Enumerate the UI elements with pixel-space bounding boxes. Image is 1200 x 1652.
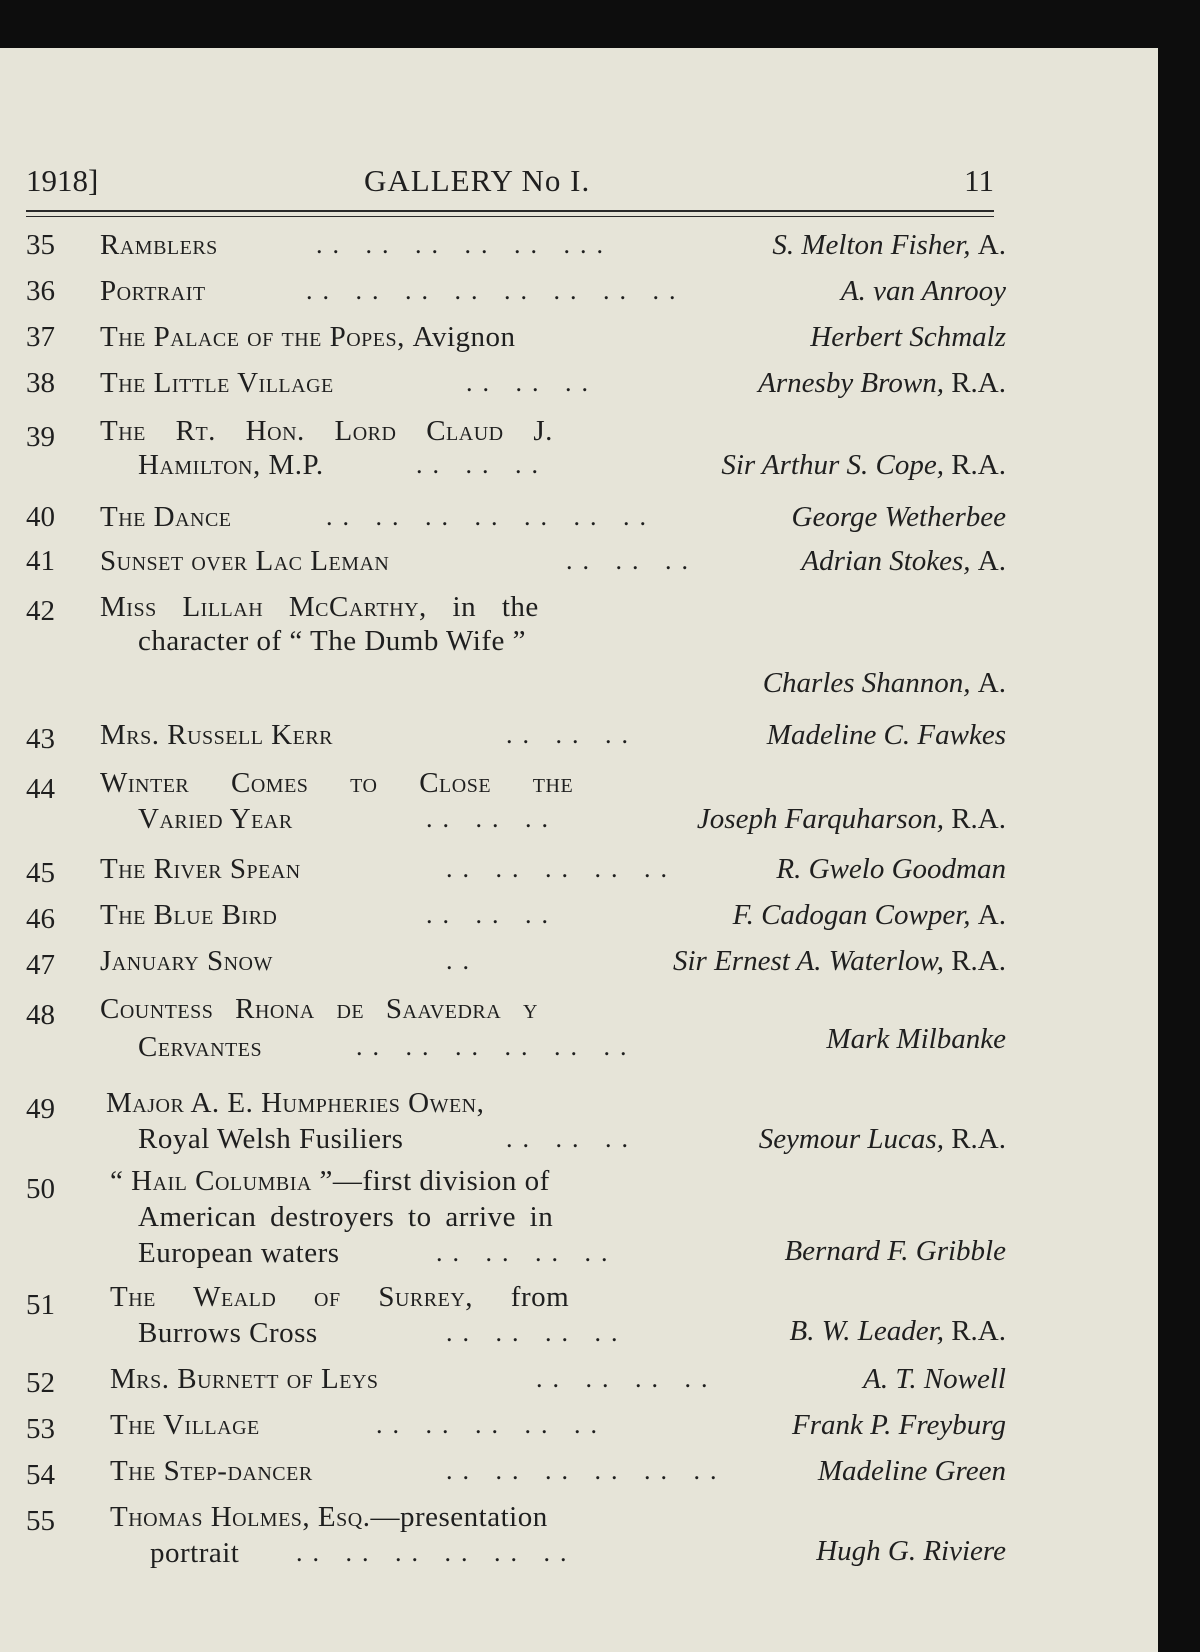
artist-name: Sir Ernest A. Waterlow, [672, 945, 944, 977]
entry-artist [816, 1534, 1006, 1568]
entry-title: Sunset over Lac Leman [100, 545, 390, 577]
entry [26, 714, 1006, 756]
entry [26, 940, 1006, 982]
artist-name: George Wetherbee [791, 501, 1006, 533]
leader-dots: .. .. .. .. .. .. [356, 1032, 637, 1061]
entry-title: Countess Rhona de Saavedra y [100, 993, 538, 1025]
entry-artist [863, 1362, 1006, 1396]
entry-number: 55 [26, 1505, 55, 1537]
artist-rank: R.A. [951, 367, 1006, 399]
entry-number: 36 [26, 275, 55, 307]
entry [26, 316, 1006, 358]
entry-number: 45 [26, 857, 55, 889]
entry-title [110, 1280, 569, 1314]
entry [26, 848, 1006, 890]
artist-name: Mark Milbanke [826, 1023, 1006, 1055]
entry-title-line2: Royal Welsh Fusiliers [138, 1123, 404, 1155]
artist-rank: A. [977, 667, 1006, 699]
entry-title-tail: from [510, 1281, 570, 1313]
header-page-number: 11 [964, 163, 994, 198]
entry [26, 1404, 1006, 1446]
artist-name: F. Cadogan Cowper, [732, 899, 971, 931]
header-year: 1918] [26, 163, 99, 198]
entry-artist [721, 448, 1006, 482]
entry [26, 1496, 1006, 1578]
entry [26, 496, 1006, 538]
entry-title-main: The Palace of the Popes, [100, 321, 405, 353]
leader-dots: .. .. .. .. [536, 1364, 718, 1393]
entry-title [100, 590, 539, 624]
catalogue-page [0, 48, 1158, 1652]
leader-dots: .. .. .. .. .. [446, 854, 677, 883]
leader-dots: .. .. .. [426, 804, 558, 833]
entry-title: The Rt. Hon. Lord Claud J. [100, 415, 553, 447]
entry-number: 43 [26, 723, 55, 755]
artist-name: Herbert Schmalz [810, 321, 1006, 353]
entry [26, 540, 1006, 582]
entry-artist [763, 666, 1006, 700]
entry-number: 40 [26, 501, 55, 533]
artist-name: Seymour Lucas, [758, 1123, 944, 1155]
entry-artist [818, 1454, 1006, 1488]
entry-title-main: Thomas Holmes, Esq.— [110, 1501, 400, 1533]
entry-title: Mrs. Burnett of Leys [110, 1363, 379, 1395]
header-gallery-title: GALLERY No I. [364, 163, 591, 198]
entry-artist [826, 1022, 1006, 1056]
artist-rank: R.A. [951, 803, 1006, 835]
leader-dots: .. .. .. [506, 720, 638, 749]
leader-dots: .. .. .. [506, 1124, 638, 1153]
entry-title-tail: first division of [362, 1165, 550, 1197]
entries-list [0, 48, 1158, 1652]
artist-name: Sir Arthur S. Cope, [721, 449, 944, 481]
entry-title-tail: Avignon [412, 321, 516, 353]
entry [26, 1158, 1006, 1278]
entry-title: Major A. E. Humpheries Owen, [106, 1087, 485, 1119]
leader-dots: .. .. .. [466, 368, 598, 397]
leader-dots: .. .. .. .. .. .. .. .. [306, 276, 686, 305]
entry-artist [792, 500, 1006, 534]
entry-artist [801, 544, 1006, 578]
entry-title: Winter Comes to Close the [100, 767, 574, 799]
leader-dots: .. .. .. .. [446, 1318, 628, 1347]
entry-title: The River Spean [100, 853, 301, 885]
artist-name: Charles Shannon, [762, 667, 971, 699]
entry [26, 1450, 1006, 1492]
entry [26, 1274, 1006, 1356]
artist-name: Hugh G. Riviere [816, 1535, 1006, 1567]
leader-dots: .. .. .. [566, 546, 698, 575]
entry-title-tail: presentation [399, 1501, 548, 1533]
artist-rank: A. [977, 229, 1006, 261]
entry-artist [810, 320, 1006, 354]
artist-name: B. W. Leader, [789, 1315, 944, 1347]
entry-number: 41 [26, 545, 55, 577]
entry-number: 42 [26, 595, 55, 627]
entry-artist [673, 944, 1006, 978]
artist-name: R. Gwelo Goodman [776, 853, 1006, 885]
artist-name: Madeline C. Fawkes [766, 719, 1006, 751]
artist-name: Bernard F. Gribble [784, 1235, 1006, 1267]
entry-title: Ramblers [100, 229, 218, 261]
entry-title: January Snow [100, 945, 273, 977]
entry-number: 51 [26, 1289, 55, 1321]
entry-title-tail: in the [452, 591, 539, 623]
entry-artist [841, 274, 1006, 308]
entry [26, 894, 1006, 936]
entry-number: 47 [26, 949, 55, 981]
entry [26, 1358, 1006, 1400]
artist-name: S. Melton Fisher, [772, 229, 971, 261]
entry-number: 35 [26, 229, 55, 261]
entry-title: Mrs. Russell Kerr [100, 719, 334, 751]
entry-number: 39 [26, 421, 55, 453]
leader-dots: .. .. .. .. .. .. [446, 1456, 727, 1485]
entry [26, 764, 1006, 844]
entry-number: 37 [26, 321, 55, 353]
artist-rank: R.A. [951, 1123, 1006, 1155]
entry [26, 588, 1006, 708]
entry-artist [697, 802, 1006, 836]
entry-title-line2: Hamilton, M.P. [138, 449, 324, 481]
entry-title: The Village [110, 1409, 260, 1441]
leader-dots: .. .. .. .. .. .. .. [326, 502, 656, 531]
entry-title-line2: portrait [150, 1537, 240, 1569]
artist-name: Joseph Farquharson, [696, 803, 944, 835]
entry [26, 990, 1006, 1072]
entry-artist [790, 1314, 1006, 1348]
leader-dots: .. .. .. [416, 450, 548, 479]
leader-dots: .. [446, 946, 479, 975]
leader-dots: .. .. .. .. .. ... [316, 230, 613, 259]
artist-rank: R.A. [951, 449, 1006, 481]
entry-number: 54 [26, 1459, 55, 1491]
entry-title: The Step-dancer [110, 1455, 313, 1487]
artist-rank: A. [977, 545, 1006, 577]
entry-title: The Little Village [100, 367, 334, 399]
entry-title [100, 320, 516, 354]
entry-number: 53 [26, 1413, 55, 1445]
entry-title-main: Miss Lillah McCarthy, [100, 591, 427, 623]
artist-rank: R.A. [951, 945, 1006, 977]
artist-name: Madeline Green [817, 1455, 1006, 1487]
entry-title-line3: European waters [138, 1237, 340, 1269]
artist-name: Frank P. Freyburg [792, 1409, 1006, 1441]
entry-artist [759, 1122, 1006, 1156]
entry-artist [758, 366, 1006, 400]
entry-artist [772, 228, 1006, 262]
entry-title: Portrait [100, 275, 206, 307]
leader-dots: .. .. .. .. .. .. [296, 1538, 577, 1567]
entry-title-line2: American destroyers to arrive in [138, 1201, 554, 1233]
entry-title [110, 1500, 548, 1534]
artist-rank: A. [977, 899, 1006, 931]
entry-title-line2: Cervantes [138, 1031, 263, 1063]
entry [26, 1084, 1006, 1166]
leader-dots: .. .. .. .. [436, 1238, 618, 1267]
entry-title-main: “ Hail Columbia ”— [110, 1165, 363, 1197]
entry [26, 362, 1006, 404]
entry-number: 49 [26, 1093, 55, 1125]
leader-dots: .. .. .. .. .. [376, 1410, 607, 1439]
artist-rank: R.A. [951, 1315, 1006, 1347]
entry-artist [784, 1234, 1006, 1268]
entry-artist [792, 1408, 1006, 1442]
entry-artist [776, 852, 1006, 886]
entry-number: 44 [26, 773, 55, 805]
artist-name: A. T. Nowell [863, 1363, 1006, 1395]
entry-title [110, 1164, 550, 1198]
entry-artist [767, 718, 1006, 752]
entry-artist [733, 898, 1006, 932]
entry-title-main: The Weald of Surrey, [110, 1281, 474, 1313]
entry [26, 224, 1006, 266]
artist-name: Adrian Stokes, [801, 545, 971, 577]
entry-title-line2: Burrows Cross [138, 1317, 318, 1349]
entry [26, 270, 1006, 312]
artist-name: A. van Anrooy [840, 275, 1006, 307]
entry-number: 38 [26, 367, 55, 399]
entry-title: The Blue Bird [100, 899, 278, 931]
entry-number: 52 [26, 1367, 55, 1399]
entry-number: 50 [26, 1173, 55, 1205]
entry-title: The Dance [100, 501, 232, 533]
entry [26, 412, 1006, 492]
entry-title-line2: Varied Year [138, 803, 293, 835]
leader-dots: .. .. .. [426, 900, 558, 929]
artist-name: Arnesby Brown, [758, 367, 944, 399]
entry-number: 46 [26, 903, 55, 935]
entry-title-line2: character of “ The Dumb Wife ” [138, 625, 526, 657]
entry-number: 48 [26, 999, 55, 1031]
